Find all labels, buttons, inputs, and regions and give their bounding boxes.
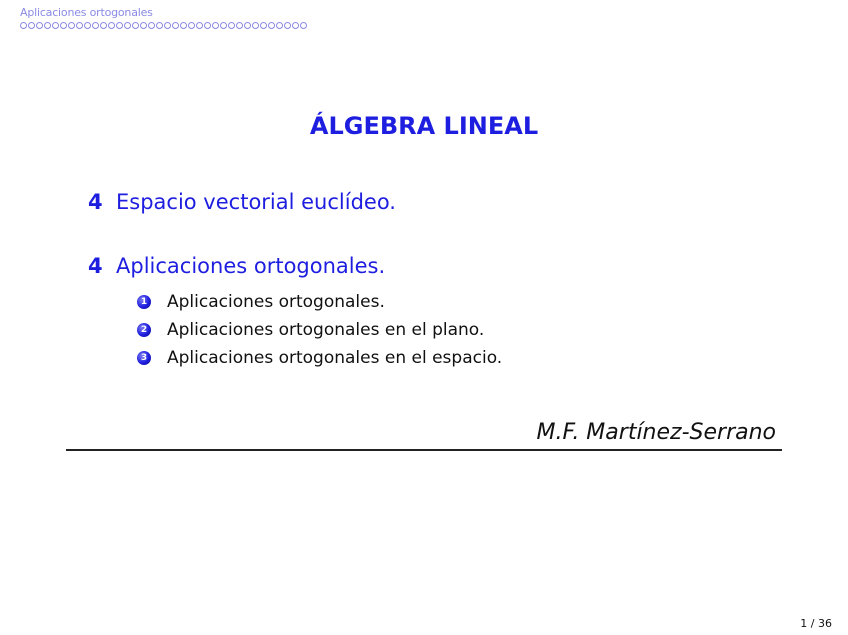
nav-dot-icon[interactable] bbox=[228, 22, 235, 29]
nav-dot-icon[interactable] bbox=[124, 22, 131, 29]
nav-dot-icon[interactable] bbox=[36, 22, 43, 29]
nav-dot-icon[interactable] bbox=[52, 22, 59, 29]
section-label: Aplicaciones ortogonales. bbox=[116, 254, 386, 278]
nav-dot-icon[interactable] bbox=[164, 22, 171, 29]
nav-dot-icon[interactable] bbox=[116, 22, 123, 29]
nav-dot-icon[interactable] bbox=[92, 22, 99, 29]
header-title[interactable]: Aplicaciones ortogonales bbox=[20, 6, 153, 19]
nav-dot-icon[interactable] bbox=[188, 22, 195, 29]
subsection-list bbox=[137, 288, 502, 372]
nav-dot-icon[interactable] bbox=[140, 22, 147, 29]
nav-dot-icon[interactable] bbox=[276, 22, 283, 29]
nav-dot-icon[interactable] bbox=[236, 22, 243, 29]
subsection-item bbox=[137, 344, 502, 372]
author-name: M.F. Martínez-Serrano bbox=[536, 420, 776, 445]
nav-dot-icon[interactable] bbox=[84, 22, 91, 29]
slide-title: ÁLGEBRA LINEAL bbox=[309, 112, 539, 140]
nav-dot-icon[interactable] bbox=[108, 22, 115, 29]
section-number: 4 bbox=[88, 254, 103, 278]
nav-dot-icon[interactable] bbox=[268, 22, 275, 29]
section-espacio-vectorial bbox=[88, 190, 396, 214]
numbered-ball-icon: 3 bbox=[137, 351, 151, 365]
section-aplicaciones-ortogonales bbox=[88, 254, 385, 278]
subsection-label: Aplicaciones ortogonales en el espacio. bbox=[167, 348, 503, 368]
nav-dot-icon[interactable] bbox=[260, 22, 267, 29]
nav-dot-icon[interactable] bbox=[244, 22, 251, 29]
nav-dot-icon[interactable] bbox=[76, 22, 83, 29]
section-label: Espacio vectorial euclídeo. bbox=[116, 190, 396, 214]
nav-dot-icon[interactable] bbox=[172, 22, 179, 29]
subsection-item bbox=[137, 288, 502, 316]
nav-dot-icon[interactable] bbox=[220, 22, 227, 29]
nav-dot-icon[interactable] bbox=[180, 22, 187, 29]
subsection-item bbox=[137, 316, 502, 344]
page-number: 1 / 36 bbox=[800, 617, 832, 630]
nav-dot-icon[interactable] bbox=[148, 22, 155, 29]
nav-dot-icon[interactable] bbox=[20, 22, 27, 29]
nav-dot-icon[interactable] bbox=[252, 22, 259, 29]
nav-dot-icon[interactable] bbox=[132, 22, 139, 29]
nav-dot-icon[interactable] bbox=[156, 22, 163, 29]
nav-dot-icon[interactable] bbox=[212, 22, 219, 29]
nav-dot-icon[interactable] bbox=[60, 22, 67, 29]
nav-dot-icon[interactable] bbox=[44, 22, 51, 29]
nav-dot-icon[interactable] bbox=[300, 22, 307, 29]
nav-dot-icon[interactable] bbox=[284, 22, 291, 29]
slide-navigation-dots[interactable] bbox=[20, 22, 307, 29]
nav-dot-icon[interactable] bbox=[204, 22, 211, 29]
numbered-ball-icon: 1 bbox=[137, 295, 151, 309]
nav-dot-icon[interactable] bbox=[196, 22, 203, 29]
nav-dot-icon[interactable] bbox=[28, 22, 35, 29]
subsection-label: Aplicaciones ortogonales en el plano. bbox=[167, 320, 485, 340]
nav-dot-icon[interactable] bbox=[68, 22, 75, 29]
subsection-label: Aplicaciones ortogonales. bbox=[167, 292, 385, 312]
section-number: 4 bbox=[88, 190, 103, 214]
numbered-ball-icon: 2 bbox=[137, 323, 151, 337]
nav-dot-icon[interactable] bbox=[100, 22, 107, 29]
nav-dot-icon[interactable] bbox=[292, 22, 299, 29]
divider bbox=[66, 449, 782, 451]
